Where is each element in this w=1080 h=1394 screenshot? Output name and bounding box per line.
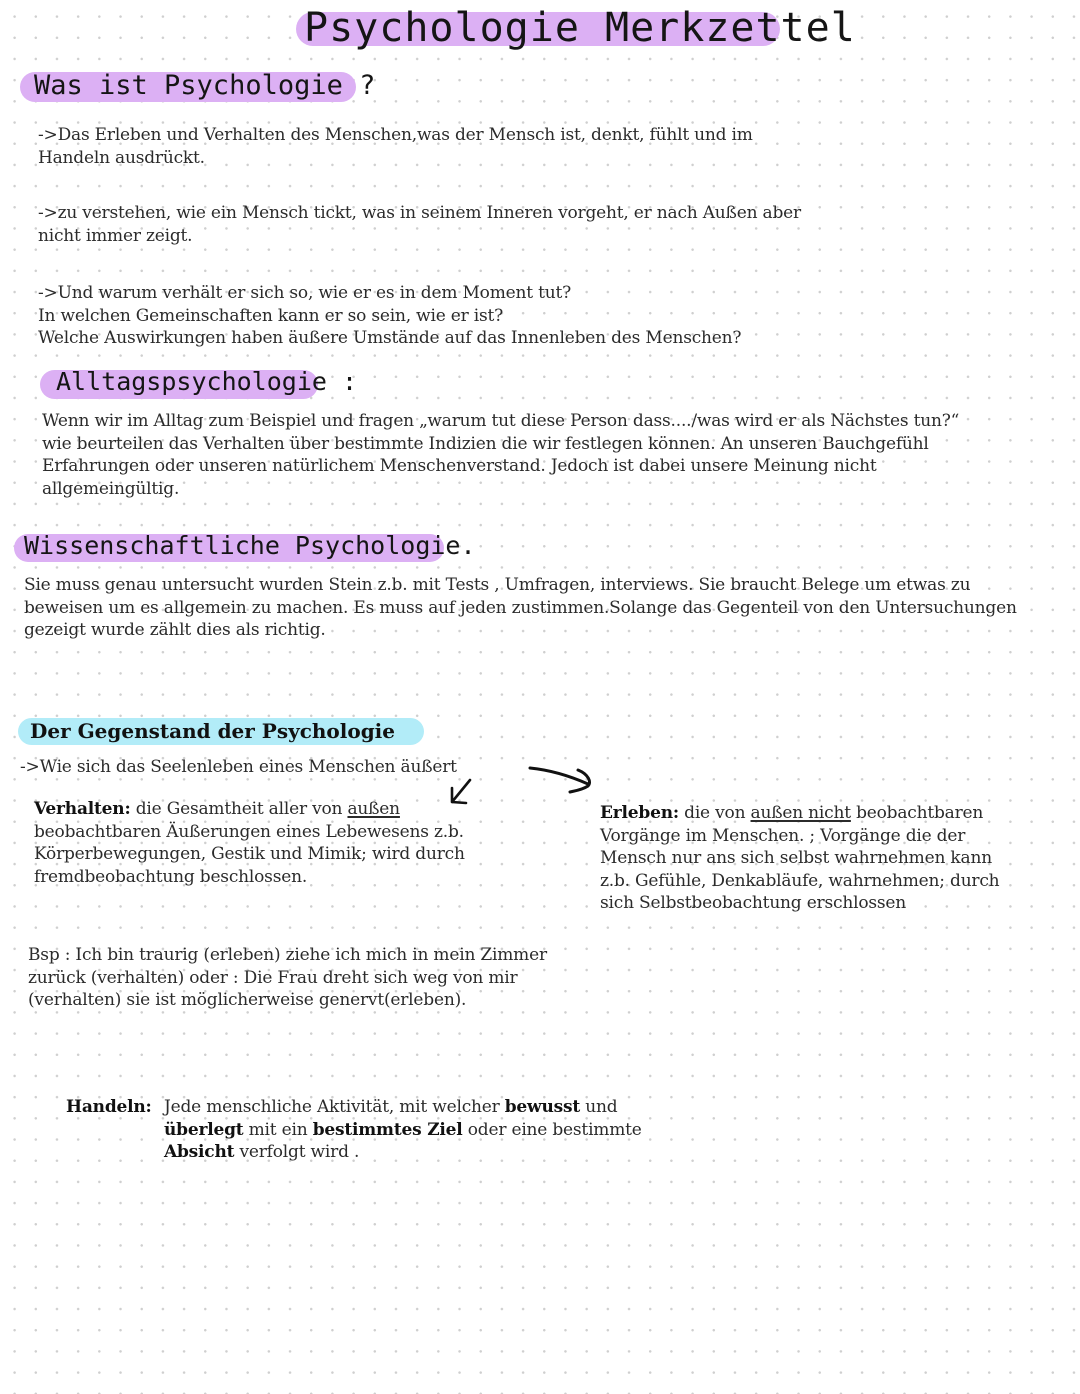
para-definition (38, 124, 828, 169)
definition-text: mit ein (243, 1119, 313, 1140)
heading-wissenschaftliche-psychologie: Wissenschaftliche Psychologie. (24, 531, 476, 560)
definition-verhalten (34, 798, 512, 888)
term-handeln: Handeln: (66, 1097, 152, 1117)
para-alltag (42, 410, 966, 500)
definition-text: oder eine bestimmte (462, 1119, 642, 1140)
definition-text: Jede menschliche Aktivität, mit welcher (164, 1097, 505, 1117)
definition-verhalten-text (34, 798, 512, 888)
underlined-word: außen nicht (750, 803, 851, 823)
definition-text: und (580, 1097, 618, 1117)
definition-text: beobachtbaren Vorgänge im Menschen. ; Vorgänge die der Mensch nur ans sich selbst wahrnehmen kann z.b. Gefühle, Denkabläufe, wahrnehmen; durch sich Selbstbeobachtung erschlossen (600, 803, 1000, 913)
bold-word: bewusst (504, 1097, 581, 1117)
definition-erleben (600, 802, 1020, 915)
para-gegenstand-intro (20, 756, 520, 779)
heading-gegenstand: Der Gegenstand der Psychologie (30, 719, 395, 743)
question-line: In welchen Gemeinschaften kann er so sein, wie er ist? (38, 305, 504, 326)
underlined-word: außen (347, 799, 400, 819)
term-erleben: Erleben: (600, 803, 679, 823)
definition-handeln (66, 1096, 706, 1164)
para-gegenstand-intro-text: ->Wie sich das Seelenleben eines Menschen äußert (20, 757, 457, 777)
para-wissenschaft-text: Sie muss genau untersucht wurden Stein z.b. mit Tests , Umfragen, interviews. Sie braucht Belege um etwas zu beweisen um es allgemein zu machen. Es muss auf jeden zustimmen.Solange das Gegenteil von den Untersuchungen gezeigt wurde zählt dies als richtig. (24, 575, 1017, 640)
term-verhalten: Verhalten: (34, 799, 131, 819)
question-line: ->Und warum verhält er sich so, wie er es in dem Moment tut? (38, 283, 571, 303)
para-definition-text: ->Das Erleben und Verhalten des Menschen,was der Mensch ist, denkt, fühlt und im Handeln ausdrückt. (38, 125, 753, 168)
para-alltag-text: Wenn wir im Alltag zum Beispiel und fragen „warum tut diese Person dass..../was wird er als Nächstes tun?“ wie beurteilen das Verhalten über bestimmte Indizien die wir festlegen können. An unseren Bauchgefühl Erfahrungen oder unseren natürlichem Menschenverstand. Jedoch ist dabei unsere Meinung nicht allgemeingültig. (42, 411, 960, 499)
heading-was-ist-psychologie: Was ist Psychologie ? (34, 70, 376, 101)
para-verstehen-text: ->zu verstehen, wie ein Mensch tickt, was in seinem Inneren vorgeht, er nach Außen aber nicht immer zeigt. (38, 203, 801, 246)
definition-text: die Gesamtheit aller von (130, 799, 348, 819)
bold-word: Absicht (164, 1142, 235, 1162)
definition-text: beobachtbaren Äußerungen eines Lebewesens z.b. Körperbewegungen, Gestik und Mimik; wird durch fremdbeobachtung beschlossen. (34, 821, 465, 887)
para-verstehen (38, 202, 838, 247)
heading-alltagspsychologie: Alltagspsychologie : (56, 367, 358, 396)
example-paragraph (28, 944, 608, 1012)
definition-text: die von (678, 803, 751, 823)
para-wissenschaft (24, 574, 1034, 642)
question-line: Welche Auswirkungen haben äußere Umstände auf das Innenleben des Menschen? (38, 328, 742, 348)
bold-word: überlegt (164, 1119, 244, 1140)
arrow-right-icon (526, 758, 600, 798)
para-questions (38, 282, 858, 350)
definition-text: verfolgt wird . (234, 1142, 360, 1162)
page-title: Psychologie Merkzettel (304, 5, 856, 51)
example-text: Bsp : Ich bin traurig (erleben) ziehe ich mich in mein Zimmer zurück (verhalten) oder : Die Frau dreht sich weg von mir (verhalten) sie ist möglicherweise genervt(erleben). (28, 945, 547, 1010)
bold-word: bestimmtes Ziel (312, 1119, 463, 1140)
definition-handeln-text (164, 1096, 684, 1164)
definition-erleben-text (600, 802, 1020, 915)
